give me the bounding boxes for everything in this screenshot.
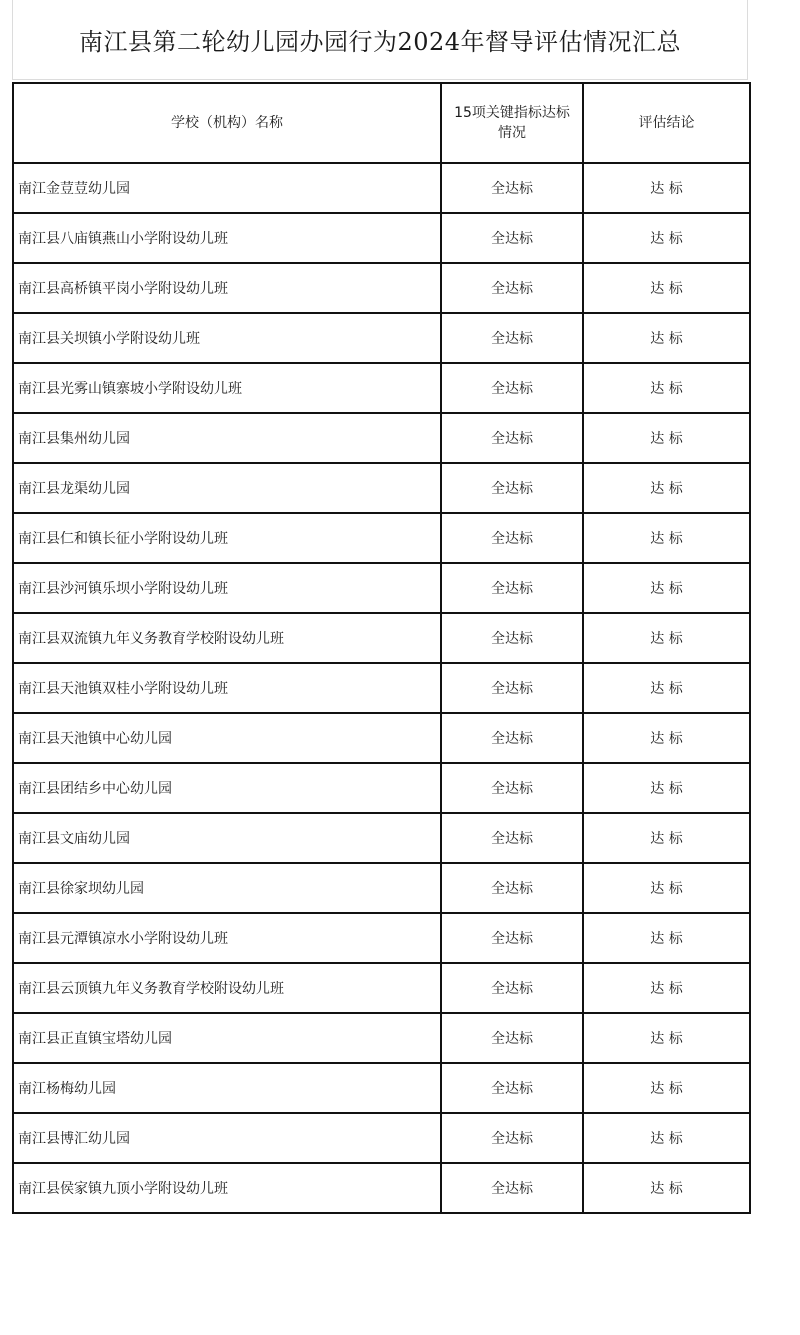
- school-name-cell: 南江县龙渠幼儿园: [13, 463, 441, 513]
- school-name-cell: 南江县团结乡中心幼儿园: [13, 763, 441, 813]
- table-row: [13, 163, 750, 213]
- key-indicators-cell: 全达标: [441, 663, 583, 713]
- key-indicators-cell: 全达标: [441, 163, 583, 213]
- header-conclusion: 评估结论: [583, 83, 750, 163]
- conclusion-cell: 达 标: [583, 763, 750, 813]
- school-name-cell: 南江县八庙镇燕山小学附设幼儿班: [13, 213, 441, 263]
- header-school-name: 学校（机构）名称: [13, 83, 441, 163]
- conclusion-cell: 达 标: [583, 163, 750, 213]
- conclusion-cell: 达 标: [583, 313, 750, 363]
- table-row: [13, 1063, 750, 1113]
- school-name-cell: 南江县双流镇九年义务教育学校附设幼儿班: [13, 613, 441, 663]
- conclusion-cell: 达 标: [583, 1163, 750, 1213]
- key-indicators-cell: 全达标: [441, 613, 583, 663]
- header-row: [13, 83, 750, 163]
- key-indicators-cell: 全达标: [441, 313, 583, 363]
- key-indicators-cell: 全达标: [441, 213, 583, 263]
- key-indicators-cell: 全达标: [441, 363, 583, 413]
- table-row: [13, 213, 750, 263]
- evaluation-summary-table: [12, 82, 751, 1214]
- table-row: [13, 763, 750, 813]
- table-row: [13, 563, 750, 613]
- conclusion-cell: 达 标: [583, 713, 750, 763]
- school-name-cell: 南江县集州幼儿园: [13, 413, 441, 463]
- table-row: [13, 313, 750, 363]
- school-name-cell: 南江县天池镇双桂小学附设幼儿班: [13, 663, 441, 713]
- table-body: [13, 163, 750, 1213]
- key-indicators-cell: 全达标: [441, 1063, 583, 1113]
- key-indicators-cell: 全达标: [441, 713, 583, 763]
- school-name-cell: 南江县高桥镇平岗小学附设幼儿班: [13, 263, 441, 313]
- table-row: [13, 713, 750, 763]
- key-indicators-cell: 全达标: [441, 963, 583, 1013]
- key-indicators-cell: 全达标: [441, 513, 583, 563]
- table-row: [13, 463, 750, 513]
- conclusion-cell: 达 标: [583, 1013, 750, 1063]
- key-indicators-cell: 全达标: [441, 863, 583, 913]
- conclusion-cell: 达 标: [583, 963, 750, 1013]
- conclusion-cell: 达 标: [583, 413, 750, 463]
- table-row: [13, 813, 750, 863]
- school-name-cell: 南江县云顶镇九年义务教育学校附设幼儿班: [13, 963, 441, 1013]
- school-name-cell: 南江县侯家镇九顶小学附设幼儿班: [13, 1163, 441, 1213]
- conclusion-cell: 达 标: [583, 263, 750, 313]
- table-row: [13, 863, 750, 913]
- key-indicators-cell: 全达标: [441, 413, 583, 463]
- key-indicators-cell: 全达标: [441, 813, 583, 863]
- key-indicators-cell: 全达标: [441, 1113, 583, 1163]
- table-row: [13, 963, 750, 1013]
- table-row: [13, 513, 750, 563]
- conclusion-cell: 达 标: [583, 363, 750, 413]
- key-indicators-cell: 全达标: [441, 913, 583, 963]
- school-name-cell: 南江县天池镇中心幼儿园: [13, 713, 441, 763]
- conclusion-cell: 达 标: [583, 563, 750, 613]
- key-indicators-cell: 全达标: [441, 1013, 583, 1063]
- conclusion-cell: 达 标: [583, 813, 750, 863]
- header-key-indicators: 15项关键指标达标情况: [441, 83, 583, 163]
- conclusion-cell: 达 标: [583, 663, 750, 713]
- school-name-cell: 南江县仁和镇长征小学附设幼儿班: [13, 513, 441, 563]
- school-name-cell: 南江县关坝镇小学附设幼儿班: [13, 313, 441, 363]
- table-row: [13, 663, 750, 713]
- table-row: [13, 263, 750, 313]
- table-row: [13, 1163, 750, 1213]
- school-name-cell: 南江县元潭镇凉水小学附设幼儿班: [13, 913, 441, 963]
- table-row: [13, 413, 750, 463]
- key-indicators-cell: 全达标: [441, 763, 583, 813]
- table-header: [13, 83, 750, 163]
- school-name-cell: 南江县徐家坝幼儿园: [13, 863, 441, 913]
- school-name-cell: 南江县正直镇宝塔幼儿园: [13, 1013, 441, 1063]
- school-name-cell: 南江县博汇幼儿园: [13, 1113, 441, 1163]
- school-name-cell: 南江金荳荳幼儿园: [13, 163, 441, 213]
- table-row: [13, 1013, 750, 1063]
- key-indicators-cell: 全达标: [441, 563, 583, 613]
- school-name-cell: 南江县光雾山镇寨坡小学附设幼儿班: [13, 363, 441, 413]
- conclusion-cell: 达 标: [583, 463, 750, 513]
- table-row: [13, 613, 750, 663]
- title-bar: [12, 0, 748, 80]
- conclusion-cell: 达 标: [583, 613, 750, 663]
- key-indicators-cell: 全达标: [441, 263, 583, 313]
- table-row: [13, 1113, 750, 1163]
- conclusion-cell: 达 标: [583, 913, 750, 963]
- conclusion-cell: 达 标: [583, 213, 750, 263]
- table-row: [13, 363, 750, 413]
- key-indicators-cell: 全达标: [441, 463, 583, 513]
- conclusion-cell: 达 标: [583, 1113, 750, 1163]
- school-name-cell: 南江县沙河镇乐坝小学附设幼儿班: [13, 563, 441, 613]
- school-name-cell: 南江县文庙幼儿园: [13, 813, 441, 863]
- conclusion-cell: 达 标: [583, 863, 750, 913]
- school-name-cell: 南江杨梅幼儿园: [13, 1063, 441, 1113]
- page-title: 南江县第二轮幼儿园办园行为2024年督导评估情况汇总: [78, 28, 682, 56]
- conclusion-cell: 达 标: [583, 513, 750, 563]
- table-row: [13, 913, 750, 963]
- conclusion-cell: 达 标: [583, 1063, 750, 1113]
- key-indicators-cell: 全达标: [441, 1163, 583, 1213]
